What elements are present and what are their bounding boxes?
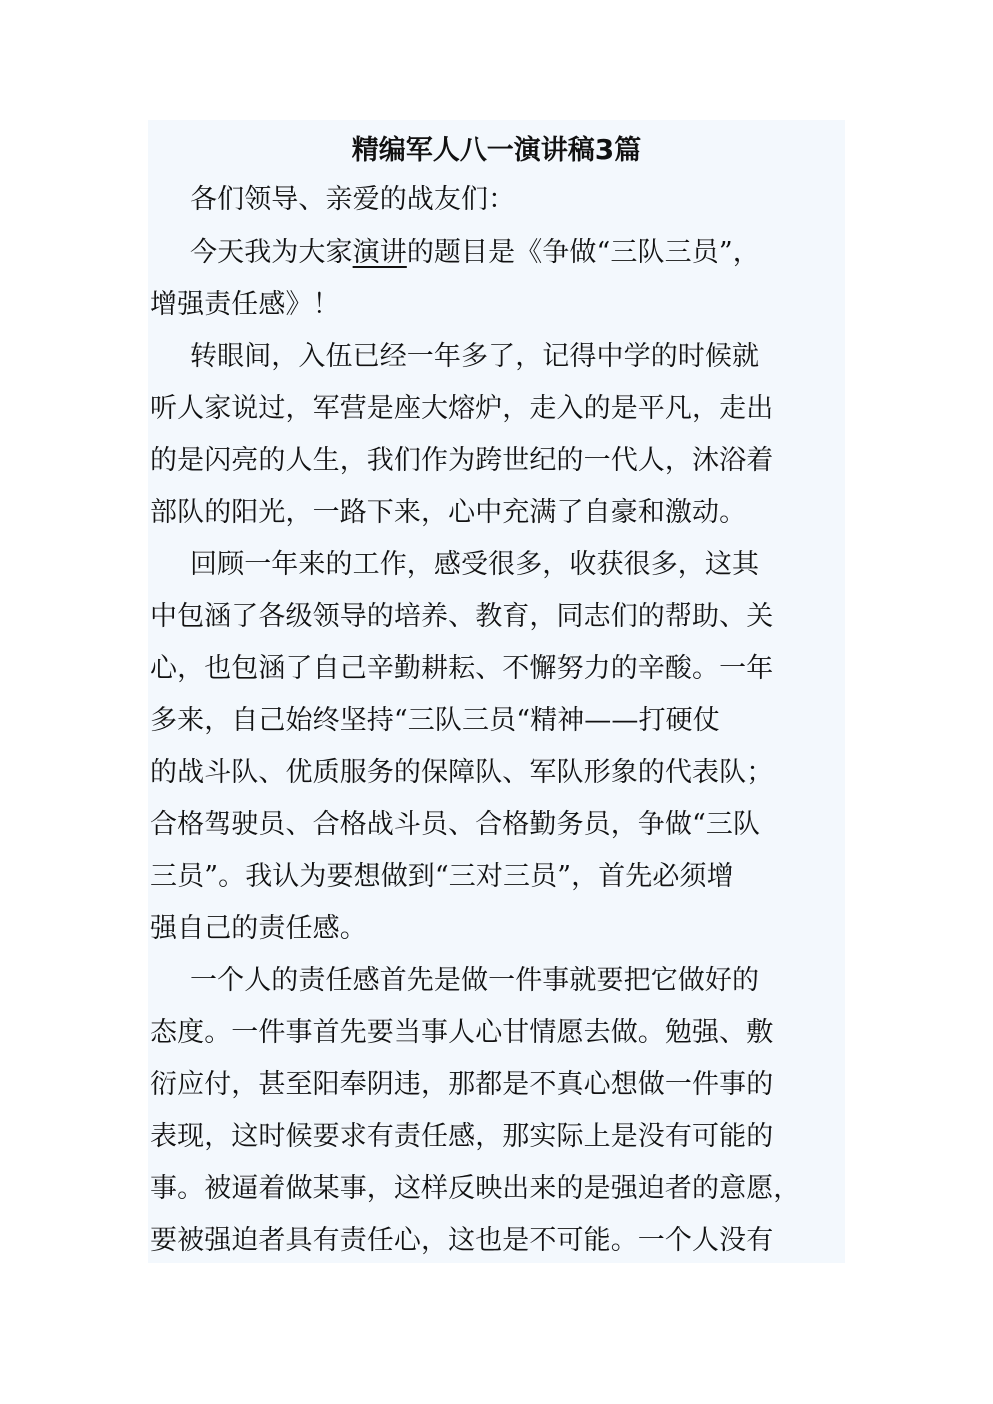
- body-line: 部队的阳光，一路下来，心中充满了自豪和激动。: [150, 497, 747, 528]
- body-line: 衍应付，甚至阳奉阴违，那都是不真心想做一件事的: [150, 1069, 774, 1100]
- body-line: 态度。一件事首先要当事人心甘情愿去做。勉强、敷: [150, 1017, 774, 1048]
- body-line: 表现，这时候要求有责任感，那实际上是没有可能的: [150, 1121, 774, 1152]
- title-text: 精编军人八一演讲稿: [351, 135, 595, 166]
- body-line: 事。被逼着做某事，这样反映出来的是强迫者的意愿，: [150, 1173, 801, 1204]
- body-line: 中包涵了各级领导的培养、教育，同志们的帮助、关: [150, 601, 774, 632]
- body-line: 三员”。我认为要想做到“三对三员”，首先必须增: [150, 861, 734, 892]
- body-line: 心，也包涵了自己辛勤耕耘、不懈努力的辛酸。一年: [150, 653, 774, 684]
- body-line: 的是闪亮的人生，我们作为跨世纪的一代人，沐浴着: [150, 445, 774, 476]
- body-line: [190, 233, 760, 273]
- body-line: 增强责任感》！: [150, 289, 340, 320]
- title-suffix: 篇: [614, 135, 642, 166]
- body-line: 一个人的责任感首先是做一件事就要把它做好的: [190, 965, 760, 996]
- body-line: 的战斗队、优质服务的保障队、军队形象的代表队；: [150, 757, 774, 788]
- body-line: 多来，自己始终坚持“三队三员“精神——打硬仗: [150, 705, 720, 736]
- body-text: 的题目是《争做“三队三员”，: [406, 237, 760, 268]
- body-line: 强自己的责任感。: [150, 913, 367, 944]
- document-title: [148, 126, 845, 175]
- salutation-line: 各们领导、亲爱的战友们：: [190, 184, 516, 215]
- body-line: 转眼间，入伍已经一年多了，记得中学的时候就: [190, 341, 760, 372]
- title-number: 3: [594, 133, 615, 166]
- speech-link[interactable]: 演讲: [352, 237, 407, 268]
- body-line: 回顾一年来的工作，感受很多，收获很多，这其: [190, 549, 760, 580]
- body-text: 今天我为大家: [190, 237, 353, 268]
- body-line: 听人家说过，军营是座大熔炉，走入的是平凡，走出: [150, 393, 774, 424]
- body-line: 合格驾驶员、合格战斗员、合格勤务员，争做“三队: [150, 809, 761, 840]
- body-line: 要被强迫者具有责任心，这也是不可能。一个人没有: [150, 1225, 774, 1256]
